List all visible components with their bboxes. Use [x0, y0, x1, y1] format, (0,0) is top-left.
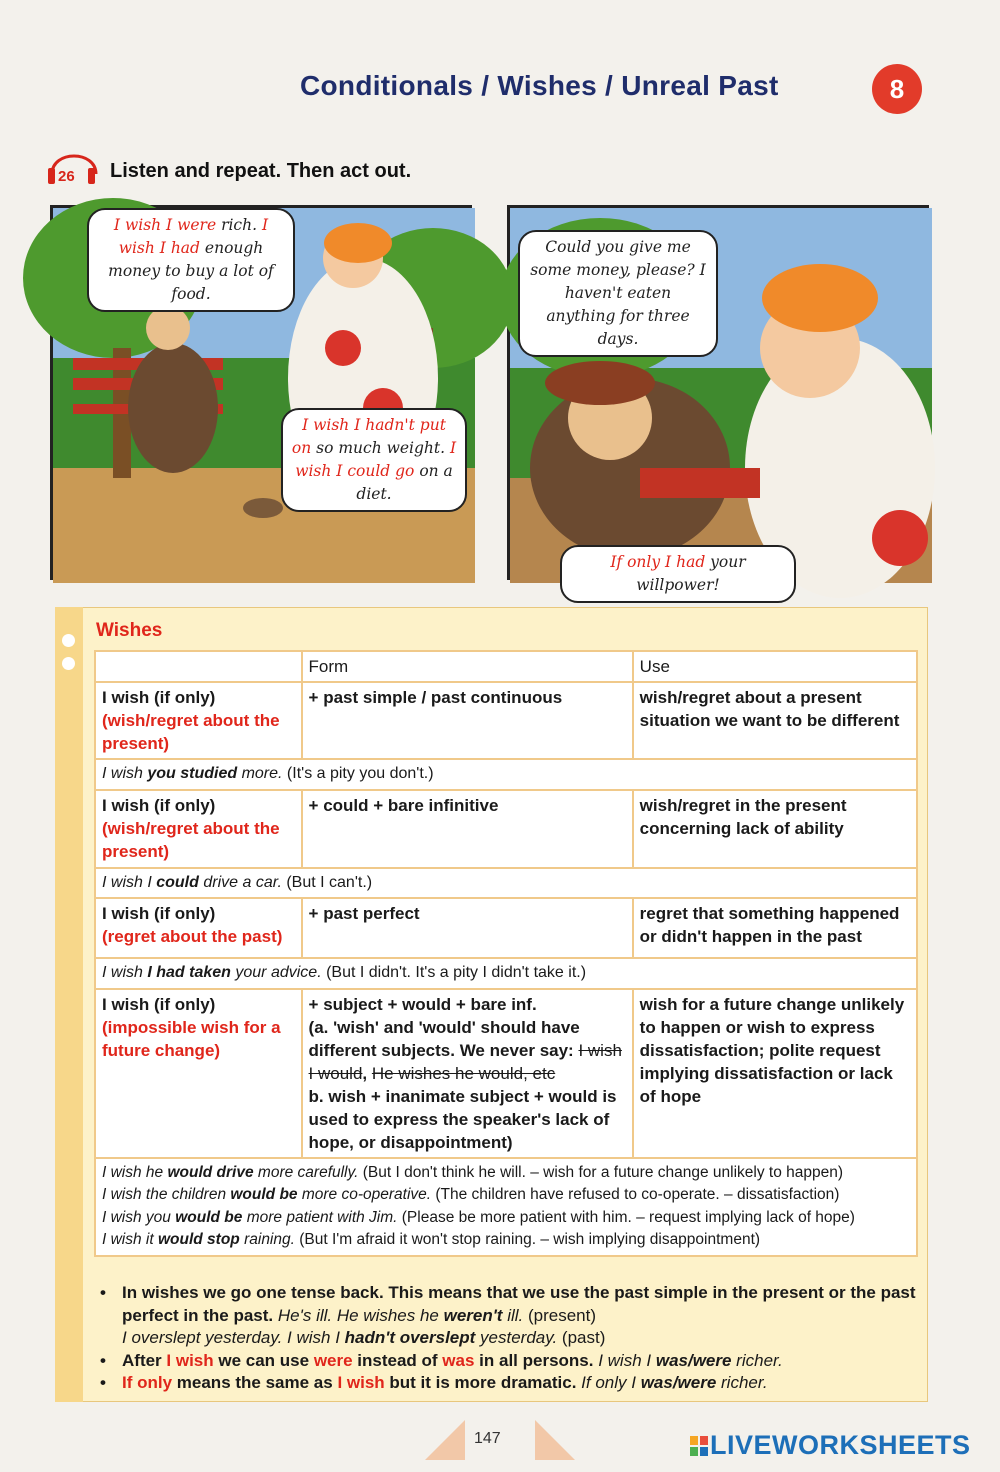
example-cell: I wish I could drive a car. (But I can't.): [95, 868, 917, 899]
table-header-cell: [95, 651, 302, 682]
example-row: [95, 759, 917, 790]
table-row: [95, 790, 917, 868]
example-cell: I wish you studied more. (It's a pity you don't.): [95, 759, 917, 790]
table-row: [95, 682, 917, 759]
decorative-dot: [62, 657, 75, 670]
table-cell: + subject + would + bare inf. (a. 'wish' and 'would' should have different subjects. We never say: I wish I would, He wishes he would, etc b. wish + inanimate subject + would is used to express the speaker's lack of hope, or disappointment): [302, 989, 633, 1158]
wishes-table: [94, 650, 918, 1257]
speech-bubble-beggar-thought: I wish I were rich. I wish I had enough money to buy a lot of food.: [87, 208, 295, 312]
example-line: I wish the children would be more co-operative. (The children have refused to co-operate. – dissatisfaction): [102, 1186, 840, 1203]
audio-track-number: 26: [58, 168, 75, 185]
note-item: • In wishes we go one tense back. This means that we use the past simple in the present or the past perfect in the past. He's ill. He wishes he weren't ill. (present): [100, 1282, 920, 1327]
comic-panel-2: [507, 205, 929, 594]
comic-panel-1: [50, 205, 472, 580]
note-item: • After I wish we can use were instead of was in all persons. I wish I was/were richer.: [100, 1350, 920, 1373]
table-cell: I wish (if only) (wish/regret about the present): [95, 682, 302, 759]
grammar-heading: Wishes: [96, 620, 163, 641]
table-row: [95, 898, 917, 958]
note-item-continued: I overslept yesterday. I wish I hadn't overslept yesterday. (past): [122, 1328, 606, 1347]
table-row: [95, 989, 917, 1158]
table-cell: wish for a future change unlikely to happen or wish to express dissatisfaction; polite request implying dissatisfaction or lack of hope: [633, 989, 917, 1158]
example-row: [95, 1158, 917, 1256]
page-title: Conditionals / Wishes / Unreal Past: [300, 70, 779, 101]
exercise-instruction: Listen and repeat. Then act out.: [110, 160, 412, 182]
example-cell: [95, 1158, 917, 1256]
table-cell: + past simple / past continuous: [302, 682, 633, 759]
note-item: • If only means the same as I wish but it is more dramatic. If only I was/were richer.: [100, 1372, 920, 1395]
speech-bubble-beggar-request: Could you give me some money, please? I haven't eaten anything for three days.: [518, 230, 718, 357]
table-header-cell: Form: [302, 651, 633, 682]
table-header-cell: Use: [633, 651, 917, 682]
grammar-box-stripe: [55, 607, 83, 1402]
unit-badge: 8: [872, 64, 922, 114]
speech-bubble-woman-thought: I wish I hadn't put on so much weight. I wish I could go on a diet.: [281, 408, 467, 512]
example-line: I wish he would drive more carefully. (But I don't think he will. – wish for a future change unlikely to happen): [102, 1163, 844, 1181]
liveworksheets-icon: [690, 1436, 708, 1456]
speech-bubble-woman-reply: If only I had your willpower!: [560, 545, 796, 603]
example-cell: I wish I had taken your advice. (But I didn't. It's a pity I didn't take it.): [95, 958, 917, 989]
table-cell: + could + bare infinitive: [302, 790, 633, 868]
example-line: I wish it would stop raining. (But I'm afraid it won't stop raining. – wish implying disappointment): [102, 1231, 761, 1248]
example-row: [95, 958, 917, 989]
liveworksheets-logo: LIVEWORKSHEETS: [690, 1430, 971, 1461]
table-cell: I wish (if only) (impossible wish for a future change): [95, 989, 302, 1158]
table-cell: regret that something happened or didn't happen in the past: [633, 898, 917, 958]
example-line: I wish you would be more patient with Jim. (Please be more patient with him. – request implying lack of hope): [102, 1208, 855, 1226]
table-cell: wish/regret about a present situation we want to be different: [633, 682, 917, 759]
table-cell: + past perfect: [302, 898, 633, 958]
table-header-row: [95, 651, 917, 682]
grammar-notes: [100, 1282, 920, 1395]
table-cell: wish/regret in the present concerning lack of ability: [633, 790, 917, 868]
page-number: 147: [474, 1430, 501, 1447]
table-cell: I wish (if only) (wish/regret about the present): [95, 790, 302, 868]
table-cell: I wish (if only) (regret about the past): [95, 898, 302, 958]
example-row: [95, 868, 917, 899]
decorative-dot: [62, 634, 75, 647]
